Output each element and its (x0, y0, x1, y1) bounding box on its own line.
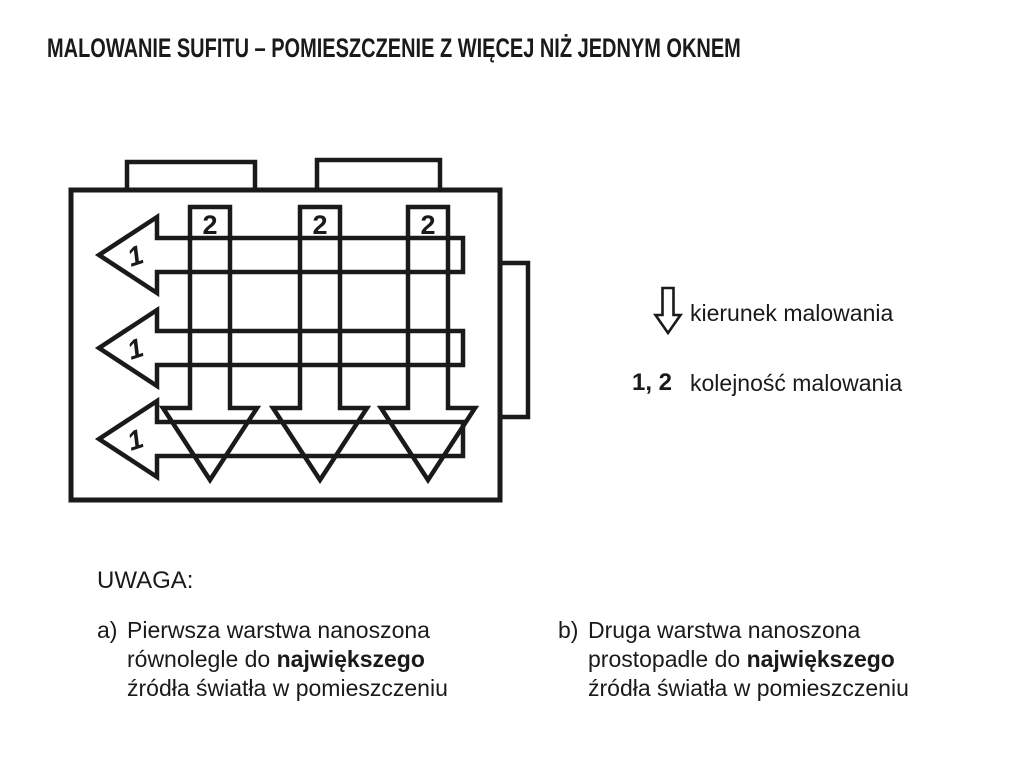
note-b-marker: b) (558, 617, 579, 643)
note-a-line1: Pierwsza warstwa nanoszona (127, 617, 430, 643)
first-coat-label-1: 1 (123, 239, 148, 273)
horizontal-arrow-3 (99, 401, 463, 477)
note-b-line1: Druga warstwa nanoszona (588, 617, 861, 643)
legend-order-symbol: 1, 2 (632, 369, 673, 396)
page-title (47, 33, 985, 64)
first-coat-label-3: 1 (123, 423, 148, 457)
note-b-line2 (588, 645, 909, 674)
note-a-marker: a) (97, 617, 118, 643)
notes-heading: UWAGA: (97, 567, 194, 594)
note-b-text (588, 616, 909, 703)
note-b-line3: źródła światła w pomieszczeniu (588, 675, 909, 701)
second-coat-label-2: 2 (312, 210, 328, 240)
note-a-line2-pre: równolegle do (127, 646, 277, 672)
note-b-line2-bold: największego (746, 646, 895, 672)
second-coat-label-3: 2 (420, 210, 436, 240)
first-coat-label-2: 1 (123, 332, 148, 366)
note-a-line2 (127, 645, 448, 674)
vertical-arrow-2 (273, 207, 367, 480)
legend-direction-label: kierunek malowania (690, 300, 894, 326)
second-coat-label-1: 2 (202, 210, 218, 240)
top-window-right (317, 160, 440, 190)
note-b (558, 616, 909, 703)
legend-order-label: kolejność malowania (690, 370, 903, 396)
top-window-left (127, 162, 255, 190)
note-a (97, 616, 448, 703)
note-a-line2-bold: największego (276, 646, 425, 672)
note-a-line3: źródła światła w pomieszczeniu (127, 675, 448, 701)
vertical-arrow-1 (163, 207, 257, 480)
note-b-line2-pre: prostopadle do (588, 646, 747, 672)
page-title-text: MALOWANIE SUFITU – POMIESZCZENIE Z WIĘCEJ NIŻ JEDNYM OKNEM (47, 33, 741, 63)
second-coat-arrows (163, 207, 475, 480)
note-a-text (127, 616, 448, 703)
right-window (500, 263, 528, 417)
windows-group (127, 160, 528, 417)
ceiling-painting-diagram (60, 148, 540, 533)
down-arrow-icon (652, 286, 684, 336)
